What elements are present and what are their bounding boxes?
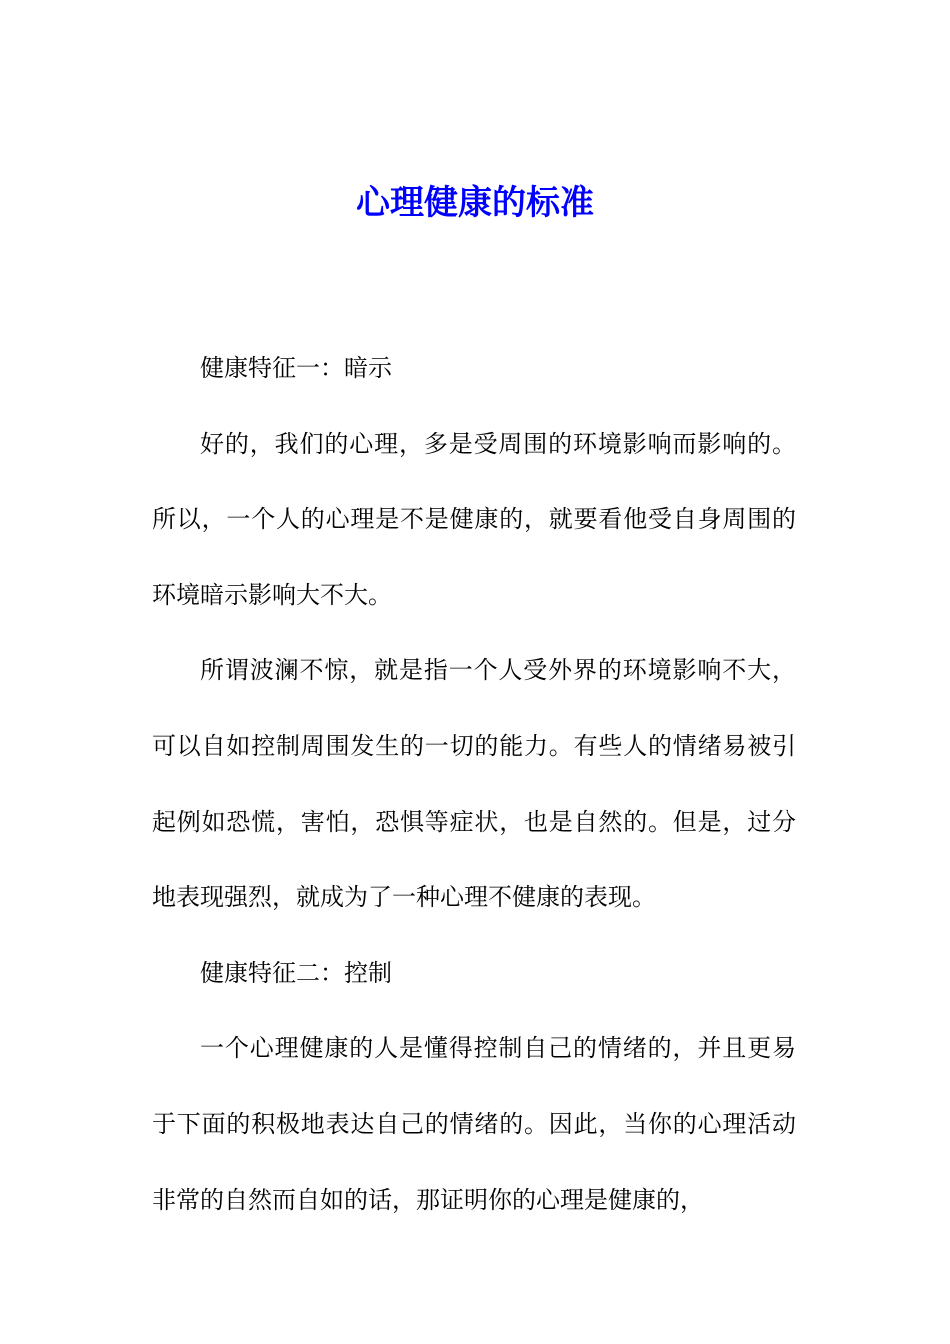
document-title: 心理健康的标准: [356, 183, 594, 223]
paragraph-2: 所谓波澜不惊，就是指一个人受外界的环境影响不大，可以自如控制周围发生的一切的能力。有些人的情绪易被引起例如恐慌，害怕，恐惧等症状，也是自然的。但是，过分地表现强烈，就成为了一种心理不健康的表现。: [152, 656, 796, 912]
section-heading-1: 健康特征一：暗示: [200, 354, 392, 382]
paragraph-3: 一个心理健康的人是懂得控制自己的情绪的，并且更易于下面的积极地表达自己的情绪的。因此，当你的心理活动非常的自然而自如的话，那证明你的心理是健康的，: [152, 1034, 796, 1214]
document-body: [152, 331, 796, 1238]
paragraph-1: 好的，我们的心理，多是受周围的环境影响而影响的。所以，一个人的心理是不是健康的，就要看他受自身周围的环境暗示影响大不大。: [152, 429, 796, 609]
section-heading-2: 健康特征二：控制: [200, 958, 392, 987]
